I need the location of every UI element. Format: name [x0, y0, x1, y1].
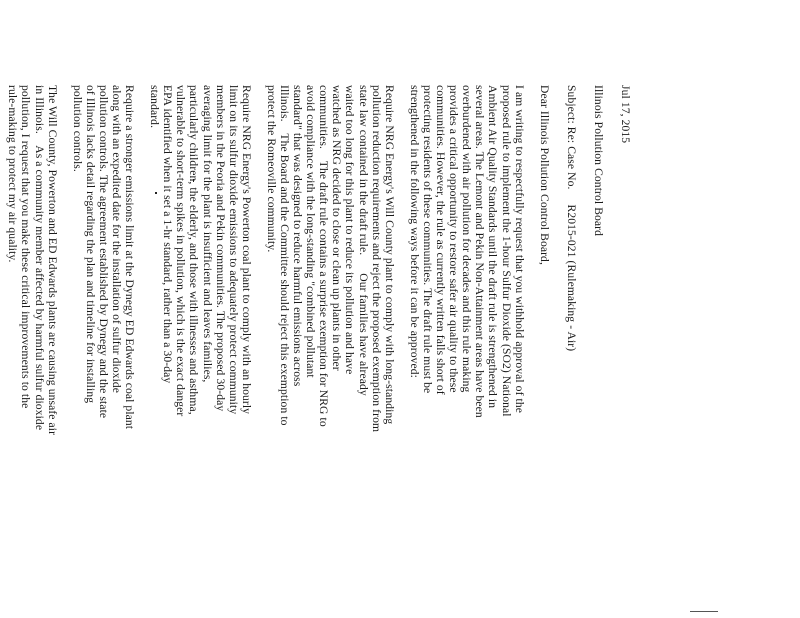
paragraph-line: waited too long for this plant to reduce its pollution and have [343, 85, 357, 375]
letter-paragraph [71, 23, 136, 595]
paragraph-line: Illinois. The Board and the Committee should reject this exemption to [278, 85, 292, 426]
paragraph-line: pollution, I request that you make these critical improvements to the [19, 85, 33, 409]
paragraph-line: members in the Peoria and Pekin communities. The proposed 30-day [213, 85, 227, 412]
paragraph-line: vulnerable to short-term spikes in pollution, which is the exact danger [174, 85, 188, 417]
paragraph-line: The Will County, Powerton and ED Edwards plants are causing unsafe air [45, 85, 59, 436]
letter-paragraph [408, 23, 526, 595]
paragraph-line: of Illinois lacks detail regarding the plan and timeline for installing [83, 85, 97, 404]
paragraph-line: pollution controls. The agreement established by Dynegy and the state [96, 85, 110, 419]
paragraph-line: overburdened with air pollution for decades and this rule making [460, 85, 474, 393]
scan-speck [690, 611, 718, 612]
paragraph-line: several areas. The Lemont and Pekin Non-Attainment areas have been [473, 85, 487, 418]
letter-paragraph [6, 23, 58, 595]
paragraph-line: Require NRG Energy's Powerton coal plant to comply with an hourly [239, 85, 253, 415]
letter-salutation: Dear Illinois Pollution Control Board, [537, 85, 551, 265]
paragraph-line: protect the Romeoville community. [264, 85, 278, 253]
paragraph-line: along with an expedited date for the installation of sulfur dioxide [110, 85, 123, 394]
paragraph-line: watched as NRG decided to close or clean up plants in other [330, 85, 344, 371]
letter-subject: Subject: Re: Case No. R2015-021 (Rulemaking - Air) [564, 85, 578, 352]
letter-date: Jul 17, 2015 [619, 85, 632, 144]
letter-paragraph [265, 23, 396, 595]
paragraph-line: rule-making to protect my air quality. [6, 85, 20, 263]
letter-page [6, 9, 660, 609]
paragraph-line: Ambient Air Quality Standards until the draft rule is strengthened in [486, 85, 500, 409]
letter-paragraph [148, 23, 253, 595]
paragraph-line: pollution controls. [70, 85, 84, 172]
paragraph-line: standard. [148, 85, 162, 129]
paragraph-line: Require NRG Energy's Will County plant to comply with long-standing [382, 85, 396, 425]
paragraph-line: limit on its sulfur dioxide emissions to adequately protect community [226, 85, 240, 415]
paragraph-line: EPA identified when it set a 1-hr standard, rather than a 30-day [161, 85, 175, 384]
paragraph-line: particularly children, the elderly, and those with illnesses and asthma, [187, 85, 201, 415]
paragraph-line: standard" that was designed to reduce harmful emissions across [291, 85, 305, 387]
paragraph-line: averaging limit for the plant is insufficient and leaves families, [200, 85, 214, 383]
paragraph-line: avoid compliance with the long-standing "combined pollutant [304, 85, 318, 378]
paragraph-line: protecting residents of these communities. The draft rule must be [420, 85, 434, 394]
paragraph-line: state law contained in the draft rule. Our families have already [356, 85, 370, 396]
letter-recipient: Illinois Pollution Control Board [591, 85, 605, 237]
paragraph-line: pollution reduction requirements and reject the proposed exemption from [369, 85, 383, 433]
paragraph-line: communities. However, the rule as currently written falls short of [434, 85, 448, 395]
paragraph-line: communities. The draft rule contains a surprise exemption for NRG to [317, 85, 331, 427]
paragraph-line: I am writing to respectfully request that you withhold approval of the [512, 85, 526, 414]
paragraph-line: proposed rule to implement the 1-hour Sulfur Dioxide (SO2) National [499, 85, 513, 417]
paragraph-line: Require a stronger emissions limit at the Dynegy ED Edwards coal plant [123, 85, 137, 430]
paragraph-line: strengthened in the following ways before it can be approved: [407, 85, 421, 378]
paragraph-line: provides a critical opportunity to restore safer air quality to these [447, 85, 461, 393]
paragraph-line: in Illinois. As a community member affected by harmful sulfur dioxide [32, 85, 46, 431]
